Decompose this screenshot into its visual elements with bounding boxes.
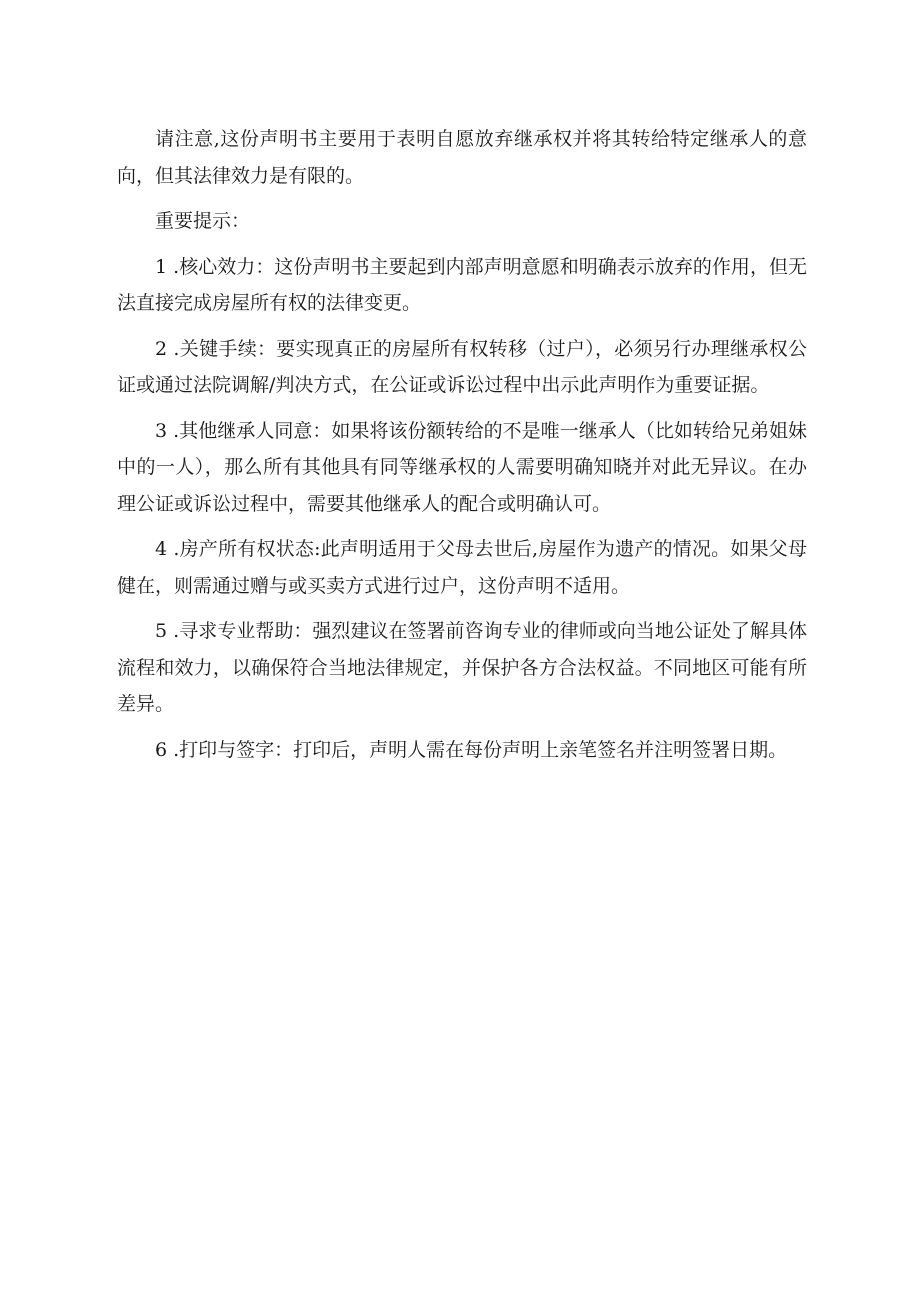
notice-heading: 重要提示： bbox=[155, 210, 251, 232]
item-text: 关键手续：要实现真正的房屋所有权转移（过户），必须另行办理继承权公证或通过法院调解/判决方式，在公证或诉讼过程中出示此声明作为重要证据。 bbox=[117, 337, 807, 396]
notice-item-3 bbox=[117, 413, 807, 523]
notice-item-5 bbox=[117, 613, 807, 723]
item-number: 6 . bbox=[155, 738, 180, 761]
notice-item-2 bbox=[117, 331, 807, 404]
item-number: 4 . bbox=[155, 538, 180, 560]
notice-item-4 bbox=[117, 531, 807, 604]
item-number: 1 . bbox=[155, 255, 180, 278]
item-text: 房产所有权状态:此声明适用于父母去世后,房屋作为遗产的情况。如果父母健在，则需通过赠与或买卖方式进行过户，这份声明不适用。 bbox=[117, 538, 807, 597]
item-text: 核心效力：这份声明书主要起到内部声明意愿和明确表示放弃的作用，但无法直接完成房屋所有权的法律变更。 bbox=[117, 255, 807, 314]
item-text: 打印与签字：打印后，声明人需在每份声明上亲笔签名并注明签署日期。 bbox=[179, 738, 788, 761]
notice-item-6 bbox=[117, 732, 807, 769]
intro-paragraph: 请注意,这份声明书主要用于表明自愿放弃继承权并将其转给特定继承人的意向，但其法律效力是有限的。 bbox=[117, 128, 807, 187]
notice-item-1 bbox=[117, 249, 807, 322]
item-text: 寻求专业帮助：强烈建议在签署前咨询专业的律师或向当地公证处了解具体流程和效力，以确保符合当地法律规定，并保护各方合法权益。不同地区可能有所差异。 bbox=[117, 620, 807, 715]
item-number: 3 . bbox=[155, 419, 180, 442]
item-number: 5 . bbox=[155, 620, 180, 642]
item-text: 其他继承人同意：如果将该份额转给的不是唯一继承人（比如转给兄弟姐妹中的一人），那么所有其他具有同等继承权的人需要明确知晓并对此无异议。在办理公证或诉讼过程中，需要其他继承人的配合或明确认可。 bbox=[117, 419, 807, 515]
item-number: 2 . bbox=[155, 337, 180, 360]
notice-body bbox=[117, 121, 807, 768]
